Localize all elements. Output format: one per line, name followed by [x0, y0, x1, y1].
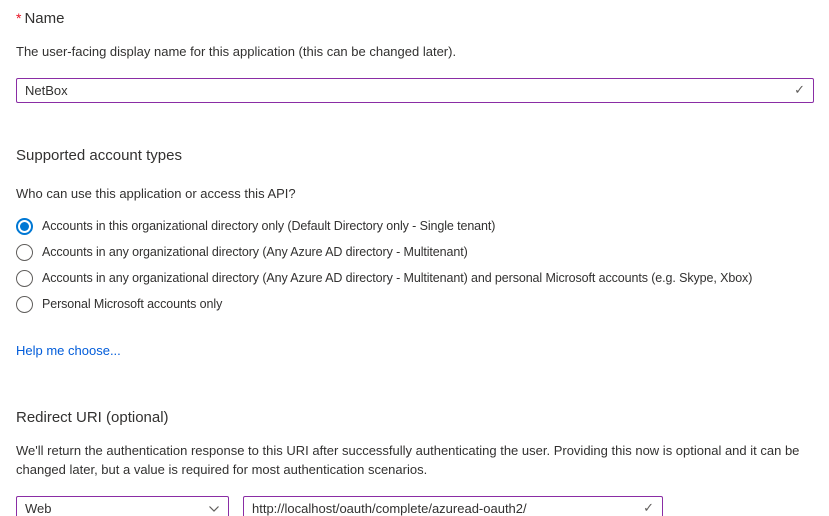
radio-button-icon[interactable] [16, 218, 33, 235]
required-asterisk: * [16, 10, 22, 26]
name-input-wrap [16, 78, 814, 103]
radio-single-tenant[interactable]: Accounts in this organizational directory only (Default Directory only - Single tenant) [16, 213, 814, 239]
checkmark-icon: ✓ [794, 82, 805, 97]
account-types-radio-group [16, 213, 814, 317]
name-section-heading [16, 10, 814, 27]
platform-select[interactable] [16, 496, 229, 516]
platform-select-value: Web [25, 501, 52, 516]
account-types-heading: Supported account types [16, 147, 182, 164]
checkmark-icon: ✓ [643, 500, 654, 515]
redirect-uri-description: We'll return the authentication response to this URI after successfully authenticating the user. Providing this now is optional and it can be changed later, but a value is required for most authentication scenarios. [16, 443, 800, 477]
radio-button-icon[interactable] [16, 270, 33, 287]
name-description: The user-facing display name for this application (this can be changed later). [16, 44, 457, 59]
name-input[interactable] [16, 78, 814, 103]
name-label: Name [24, 10, 65, 27]
radio-multitenant-personal[interactable]: Accounts in any organizational directory (Any Azure AD directory - Multitenant) and personal Microsoft accounts (e.g. Skype, Xbox) [16, 265, 814, 291]
radio-personal-only[interactable]: Personal Microsoft accounts only [16, 291, 814, 317]
radio-button-icon[interactable] [16, 244, 33, 261]
redirect-uri-input-wrap [243, 496, 663, 516]
account-types-question: Who can use this application or access this API? [16, 186, 296, 201]
radio-button-icon[interactable] [16, 296, 33, 313]
chevron-down-icon [208, 503, 220, 515]
redirect-uri-row [16, 496, 814, 516]
radio-multitenant[interactable]: Accounts in any organizational directory (Any Azure AD directory - Multitenant) [16, 239, 814, 265]
help-me-choose-link[interactable]: Help me choose... [16, 343, 121, 358]
redirect-uri-heading: Redirect URI (optional) [16, 409, 169, 426]
redirect-uri-input[interactable] [243, 496, 663, 516]
